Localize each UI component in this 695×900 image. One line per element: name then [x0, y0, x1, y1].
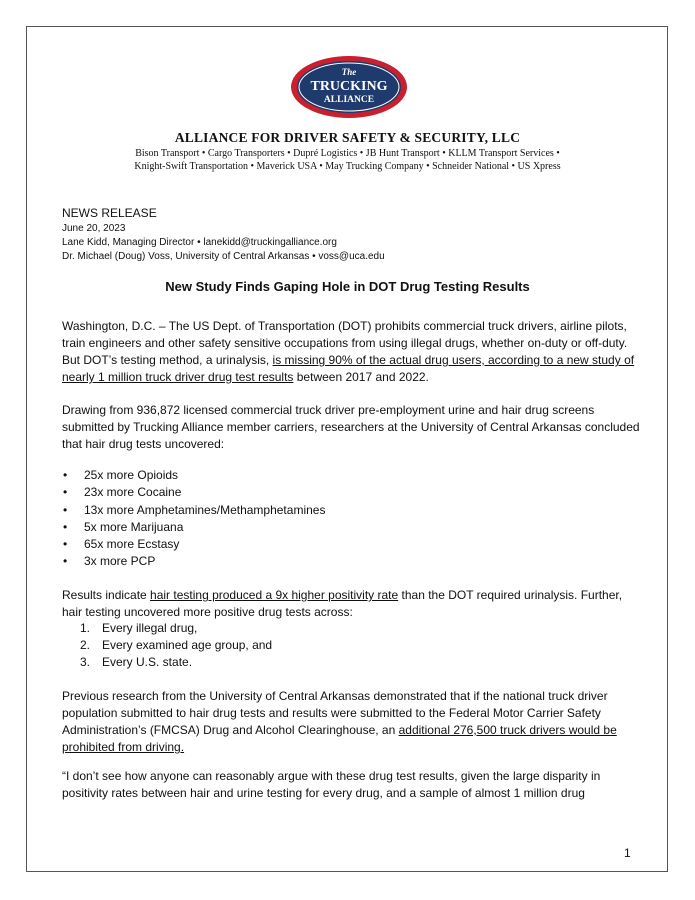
release-meta	[62, 222, 385, 264]
logo-line3: ALLIANCE	[323, 95, 375, 105]
list-item	[80, 654, 272, 671]
member-carriers	[0, 147, 695, 173]
headline: New Study Finds Gaping Hole in DOT Drug Testing Results	[165, 279, 530, 294]
news-release-label: NEWS RELEASE	[62, 206, 157, 220]
numbered-list	[80, 620, 272, 671]
list-item: • 65x more Ecstasy	[62, 536, 325, 553]
paragraph-5: “I don’t see how anyone can reasonably argue with these drug test results, given the large disparity in positivity rates between hair and urine testing for every drug, and a sample of almost 1 million drug	[62, 769, 601, 800]
list-item: • 13x more Amphetamines/Methamphetamines	[62, 502, 325, 519]
list-text: Every U.S. state.	[102, 655, 193, 669]
list-item: • 5x more Marijuana	[62, 519, 325, 536]
list-item	[80, 637, 272, 654]
list-text: Every illegal drug,	[102, 621, 198, 635]
logo-line1: The	[341, 67, 357, 77]
list-item: • 23x more Cocaine	[62, 484, 325, 501]
paragraph-3-text-end: than the DOT required urinalysis. Further, hair testing uncovered more positive drug tests across:	[62, 588, 623, 619]
findings-list	[62, 467, 325, 571]
paragraph-3-text: Results indicate	[62, 588, 151, 602]
list-item	[80, 620, 272, 637]
list-text: Every examined age group, and	[102, 638, 273, 652]
paragraph-3-underlined: hair testing produced a 9x higher positivity rate	[150, 588, 399, 602]
page-number: 1	[624, 846, 631, 860]
paragraph-4-text: Previous research from the University of Central Arkansas demonstrated that if the national truck driver population submitted to hair drug tests and results were submitted to the Federal Motor Carrier Safety Administration’s (FMCSA) Drug and Alcohol Clearinghouse, an	[62, 689, 608, 737]
paragraph-2: Drawing from 936,872 licensed commercial truck driver pre-employment urine and hair drug screens submitted by Trucking Alliance member carriers, researchers at the University of Central Arkansas concluded that hair drug tests uncovered:	[62, 403, 640, 451]
paragraph-1-text-end: between 2017 and 2022.	[293, 370, 429, 384]
trucking-alliance-logo	[290, 55, 408, 119]
members-line-1: Bison Transport • Cargo Transporters • Dupré Logistics • JB Hunt Transport • KLLM Transport Services •	[135, 148, 560, 159]
organization-name: ALLIANCE FOR DRIVER SAFETY & SECURITY, LLC	[174, 130, 521, 145]
release-date: June 20, 2023	[62, 223, 126, 234]
paragraph-4-underlined: additional 276,500 truck drivers would be prohibited from driving.	[62, 723, 617, 754]
list-item: • 3x more PCP	[62, 553, 325, 570]
paragraph-3	[62, 587, 644, 621]
list-number: 3.	[80, 655, 91, 669]
contact-1: Lane Kidd, Managing Director • lanekidd@truckingalliance.org	[62, 237, 337, 248]
logo-line2: TRUCKING	[310, 79, 388, 94]
contact-2: Dr. Michael (Doug) Voss, University of Central Arkansas • voss@uca.edu	[62, 251, 385, 262]
list-item: • 25x more Opioids	[62, 467, 325, 484]
paragraph-4	[62, 688, 644, 756]
list-number: 1.	[80, 621, 91, 635]
members-line-2: Knight-Swift Transportation • Maverick USA • May Trucking Company • Schneider National • US Xpress	[134, 161, 561, 172]
paragraph-1	[62, 318, 644, 386]
list-number: 2.	[80, 638, 91, 652]
paragraph-1-text: Washington, D.C. – The US Dept. of Transportation (DOT) prohibits commercial truck drivers, airline pilots, train engineers and other safety sensitive occupations from using illegal drugs, whether on-duty or off-duty. But DOT’s testing method, a urinalysis,	[62, 319, 628, 367]
paragraph-1-underlined: is missing 90% of the actual drug users, according to a new study of nearly 1 million truck driver drug test results	[62, 353, 635, 384]
